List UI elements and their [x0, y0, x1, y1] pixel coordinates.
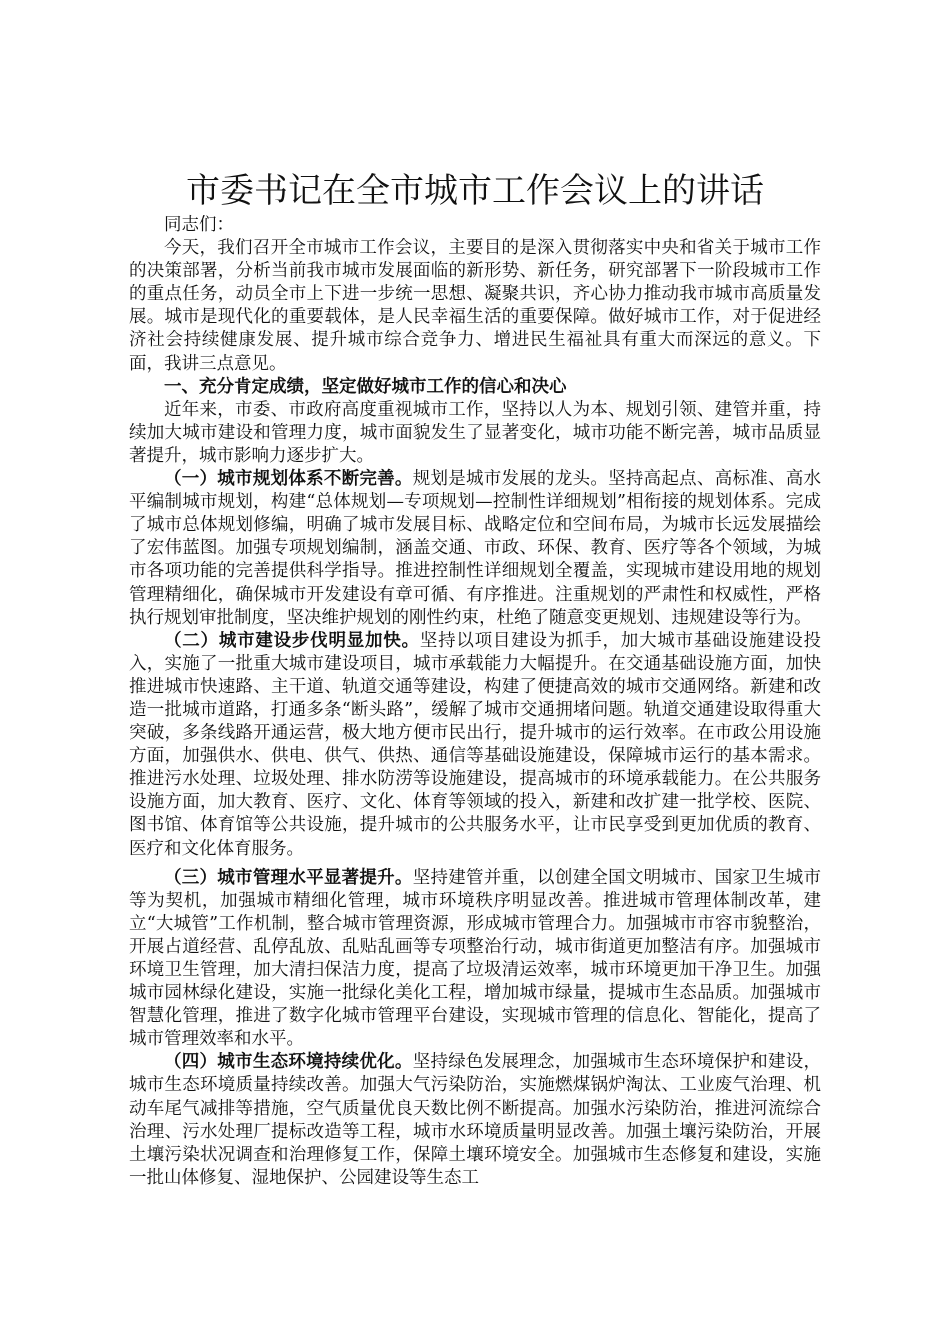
item-paragraph-4: [129, 1051, 821, 1190]
item-paragraph-2: [129, 630, 821, 861]
section-heading: 一、充分肯定成绩，坚定做好城市工作的信心和决心: [164, 376, 567, 397]
item-text-1: 规划是城市发展的龙头。坚持高起点、高标准、高水平编制城市规划，构建“总体规划—专项规划—控制性详细规划”相衔接的规划体系。完成了城市总体规划修编，明确了城市发展目标、战略定位和空间布局，为城市长远发展描绘了宏伟蓝图。加强专项规划编制，涵盖交通、市政、环保、教育、医疗等各个领域，为城市各项功能的完善提供科学指导。推进控制性详细规划全覆盖，实现城市建设用地的规划管理精细化，确保城市开发建设有章可循、有序推进。注重规划的严肃性和权威性，严格执行规划审批制度，坚决维护规划的刚性约束，杜绝了随意变更规划、违规建设等行为。: [129, 469, 822, 628]
item-lead-3: （三）城市管理水平显著提升。: [164, 867, 413, 888]
item-lead-2: （二）城市建设步伐明显加快。: [164, 630, 420, 651]
intro-paragraph: 今天，我们召开全市城市工作会议，主要目的是深入贯彻落实中央和省关于城市工作的决策部署，分析当前我市城市发展面临的新形势、新任务，研究部署下一阶段城市工作的重点任务，动员全市上下进一步统一思想、凝聚共识，齐心协力推动我市城市高质量发展。城市是现代化的重要载体，是人民幸福生活的重要保障。做好城市工作，对于促进经济社会持续健康发展、提升城市综合竞争力、增进民生福祉具有重大而深远的意义。下面，我讲三点意见。: [129, 238, 821, 374]
document-title: 市委书记在全市城市工作会议上的讲话: [186, 171, 764, 211]
item-text-2: 坚持以项目建设为抓手，加大城市基础设施建设投入，实施了一批重大城市建设项目，城市承载能力大幅提升。在交通基础设施方面，加快推进城市快速路、主干道、轨道交通等建设，构建了便捷高效的城市交通网络。新建和改造一批城市道路，打通多条“断头路”，缓解了城市交通拥堵问题。轨道交通建设取得重大突破，多条线路开通运营，极大地方便市民出行，提升城市的运行效率。在市政公用设施方面，加强供水、供电、供气、供热、通信等基础设施建设，保障城市运行的基本需求。推进污水处理、垃圾处理、排水防涝等设施建设，提高城市的环境承载能力。在公共服务设施方面，加大教育、医疗、文化、体育等领域的投入，新建和改扩建一批学校、医院、图书馆、体育馆等公共设施，提升城市的公共服务水平，让市民享受到更加优质的教育、医疗和文化体育服务。: [129, 630, 822, 859]
item-paragraph-3: [129, 867, 821, 1052]
document-page: [129, 168, 821, 1190]
item-text-4: 坚持绿色发展理念，加强城市生态环境保护和建设，城市生态环境质量持续改善。加强大气污染防治，实施燃煤锅炉淘汰、工业废气治理、机动车尾气减排等措施，空气质量优良天数比例不断提高。加强水污染防治，推进河流综合治理、污水处理厂提标改造等工程，城市水环境质量明显改善。加强土壤污染防治，开展土壤污染状况调查和治理修复工作，保障土壤环境安全。加强城市生态修复和建设，实施一批山体修复、湿地保护、公园建设等生态工: [129, 1052, 822, 1188]
item-lead-4: （四）城市生态环境持续优化。: [164, 1052, 413, 1073]
item-text-3: 坚持建管并重，以创建全国文明城市、国家卫生城市等为契机，加强城市精细化管理，城市环境秩序明显改善。推进城市管理体制改革，建立“大城管”工作机制，整合城市管理资源，形成城市管理合力。加强城市市容市貌整治，开展占道经营、乱停乱放、乱贴乱画等专项整治行动，城市街道更加整洁有序。加强城市环境卫生管理，加大清扫保洁力度，提高了垃圾清运效率，城市环境更加干净卫生。加强城市园林绿化建设，实施一批绿化美化工程，增加城市绿量，提城市生态品质。加强城市智慧化管理，推进了数字化城市管理平台建设，实现城市管理的信息化、智能化，提高了城市管理效率和水平。: [129, 867, 822, 1050]
salutation: 同志们：: [164, 215, 234, 235]
section-intro-paragraph: 近年来，市委、市政府高度重视城市工作，坚持以人为本、规划引领、建管并重，持续加大城市建设和管理力度，城市面貌发生了显著变化，城市功能不断完善，城市品质显著提升，城市影响力逐步扩大。: [129, 399, 821, 466]
item-lead-1: （一）城市规划体系不断完善。: [164, 469, 413, 490]
item-paragraph-1: [129, 468, 821, 630]
